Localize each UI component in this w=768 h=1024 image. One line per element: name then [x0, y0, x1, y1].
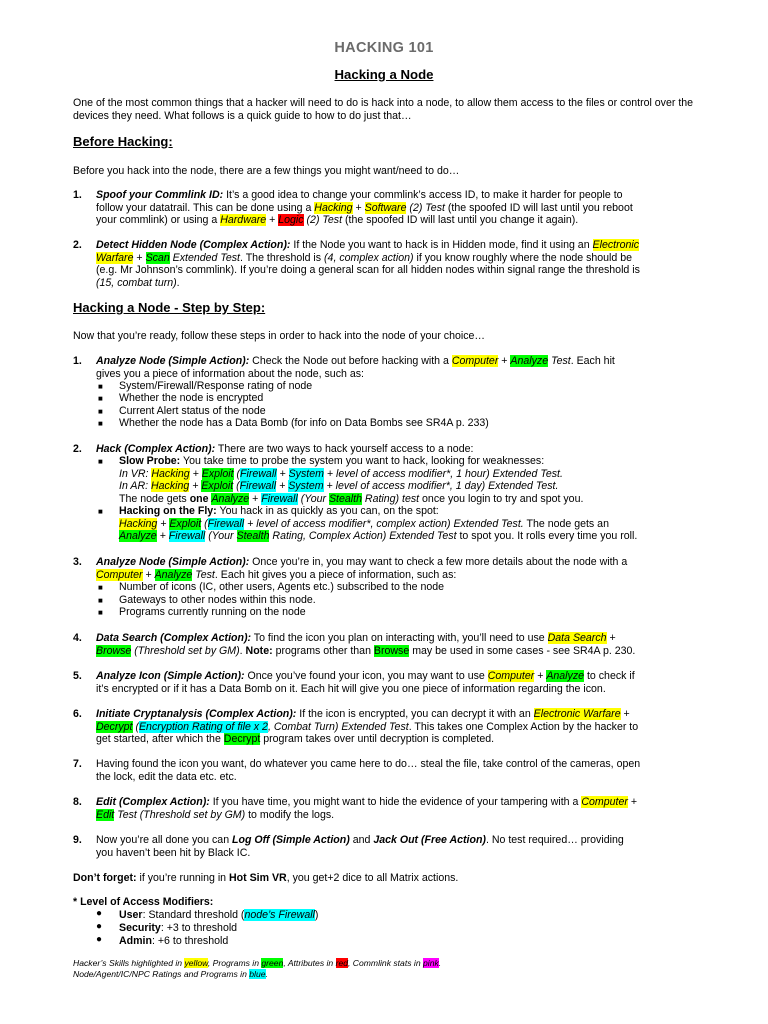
- step-analyze-node: Analyze Node (Simple Action): Check the Node out before hacking with a Computer + Analyze Test. Each hit gives you a piece of information about the node, such as:: [96, 355, 615, 380]
- step-number: 3.: [73, 556, 82, 568]
- access-modifiers-heading: * Level of Access Modifiers:: [73, 896, 214, 908]
- document-subtitle: Hacking a Node: [334, 67, 434, 82]
- bullet-icon: ■: [98, 407, 103, 416]
- step-number: 1.: [73, 355, 82, 367]
- before-item-detect: Detect Hidden Node (Complex Action): If the Node you want to hack is in Hidden mode, find it using an Electronic Warfare + Scan Extended Test. The threshold is (4, complex action) if you know roughly where the node should be (e.g. Mr Johnson’s commlink). If you’re doing a general scan for all hidden nodes within signal range the threshold is (15, combat turn).: [96, 239, 640, 289]
- bullet-icon: ●: [96, 934, 103, 945]
- bullet-icon: ■: [98, 419, 103, 428]
- bullet-icon: ■: [98, 507, 103, 516]
- step-do-your-thing: Having found the icon you want, do whatever you came here to do… steal the file, take control of the cameras, open the lock, edit the data etc. etc.: [96, 758, 641, 783]
- list-item: Whether the node is encrypted: [119, 392, 264, 404]
- step-number: 7.: [73, 758, 82, 770]
- step-by-step-heading: Hacking a Node - Step by Step:: [73, 300, 266, 315]
- list-item: Number of icons (IC, other users, Agents etc.) subscribed to the node: [119, 581, 445, 593]
- document-title: HACKING 101: [334, 40, 434, 56]
- step-number: 6.: [73, 708, 82, 720]
- step-data-search: Data Search (Complex Action): To find the icon you plan on interacting with, you’ll need to use Data Search + Browse (Threshold set by GM). Note: programs other than Browse may be used in some cases - see SR4A p. 230.: [96, 632, 636, 657]
- before-item-number: 2.: [73, 239, 82, 251]
- modifier-admin: Admin: +6 to threshold: [119, 935, 229, 947]
- list-item: Programs currently running on the node: [119, 606, 306, 618]
- bullet-icon: ■: [98, 394, 103, 403]
- before-hacking-intro: Before you hack into the node, there are a few things you might want/need to do…: [73, 165, 460, 177]
- color-legend: Hacker’s Skills highlighted in yellow, Programs in green, Attributes in red, Commlink stats in pink. Node/Agent/IC/NPC Ratings and Programs in blue.: [73, 958, 442, 979]
- step-cryptanalysis: Initiate Cryptanalysis (Complex Action): If the icon is encrypted, you can decrypt it with an Electronic Warfare + Decrypt (Encryption Rating of file x 2, Combat Turn) Extended Test. This takes one Complex Action by the hacker to get started, after which the Decrypt program takes over until decryption is completed.: [96, 708, 639, 746]
- step-analyze-icon: Analyze Icon (Simple Action): Once you’ve found your icon, you may want to use Computer + Analyze to check if it’s encrypted or if it has a Data Bomb on it. Each hit will give you one piece of information regarding the icon.: [96, 670, 635, 695]
- step-analyze-node-inside: Analyze Node (Simple Action): Once you’re in, you may want to check a few more details about the node with a Computer + Analyze Test. Each hit gives you a piece of information, such as:: [96, 556, 628, 581]
- step-edit: Edit (Complex Action): If you have time, you might want to hide the evidence of your tampering with a Computer + Edit Test (Threshold set by GM) to modify the logs.: [96, 796, 638, 821]
- modifier-user: User: Standard threshold (node’s Firewall): [119, 909, 319, 921]
- list-item: Whether the node has a Data Bomb (for info on Data Bombs see SR4A p. 233): [119, 417, 489, 429]
- step-hack-slow-probe: Slow Probe: You take time to probe the system you want to hack, looking for weaknesses: In VR: Hacking + Exploit (Firewall + System + level of access modifier*, 1 hour) Extended Test. In AR: Hacking + Exploit (Firewall + System + level of access modifier*, 1 day) Extended Test. The node gets one Analyze + Firewall (Your Stealth Rating) test once you login to try and spot you.: [119, 455, 584, 505]
- step-number: 5.: [73, 670, 82, 682]
- before-item-number: 1.: [73, 189, 82, 201]
- bullet-icon: ■: [98, 457, 103, 466]
- bullet-icon: ■: [98, 382, 103, 391]
- list-item: Gateways to other nodes within this node.: [119, 594, 316, 606]
- step-number: 9.: [73, 834, 82, 846]
- bullet-icon: ■: [98, 583, 103, 592]
- step-number: 4.: [73, 632, 82, 644]
- bullet-icon: ■: [98, 596, 103, 605]
- list-item: Current Alert status of the node: [119, 405, 266, 417]
- bullet-icon: ■: [98, 608, 103, 617]
- bullet-icon: ●: [96, 921, 103, 932]
- step-number: 2.: [73, 443, 82, 455]
- step-number: 8.: [73, 796, 82, 808]
- dont-forget-note: Don’t forget: if you’re running in Hot Sim VR, you get+2 dice to all Matrix actions.: [73, 872, 459, 884]
- bullet-icon: ●: [96, 908, 103, 919]
- list-item: System/Firewall/Response rating of node: [119, 380, 313, 392]
- modifier-security: Security: +3 to threshold: [119, 922, 238, 934]
- step-by-step-intro: Now that you’re ready, follow these steps in order to hack into the node of your choice…: [73, 330, 486, 342]
- before-hacking-heading: Before Hacking:: [73, 134, 173, 149]
- step-hack-on-the-fly: Hacking on the Fly: You hack in as quickly as you can, on the spot: Hacking + Exploit (Firewall + level of access modifier*, complex action) Extended Test. The node gets an Analyze + Firewall (Your Stealth Rating, Complex Action) Extended Test to spot you. It rolls every time you roll.: [119, 505, 638, 543]
- intro-paragraph: One of the most common things that a hacker will need to do is hack into a node, to allow them access to the files or control over the devices they need. What follows is a quick guide to how to do just that…: [73, 97, 694, 122]
- before-item-spoof: Spoof your Commlink ID: It’s a good idea to change your commlink’s access ID, to make it harder for people to follow your datatrail. This can be done using a Hacking + Software (2) Test (the spoofed ID will last until you reboot your commlink) or using a Hardware + Logic (2) Test (the spoofed ID will last until you change it again).: [96, 189, 633, 227]
- step-hack: Hack (Complex Action): There are two ways to hack yourself access to a node:: [96, 443, 474, 455]
- step-log-off: Now you’re all done you can Log Off (Simple Action) and Jack Out (Free Action). No test required… providing you haven’t been hit by Black IC.: [96, 834, 624, 859]
